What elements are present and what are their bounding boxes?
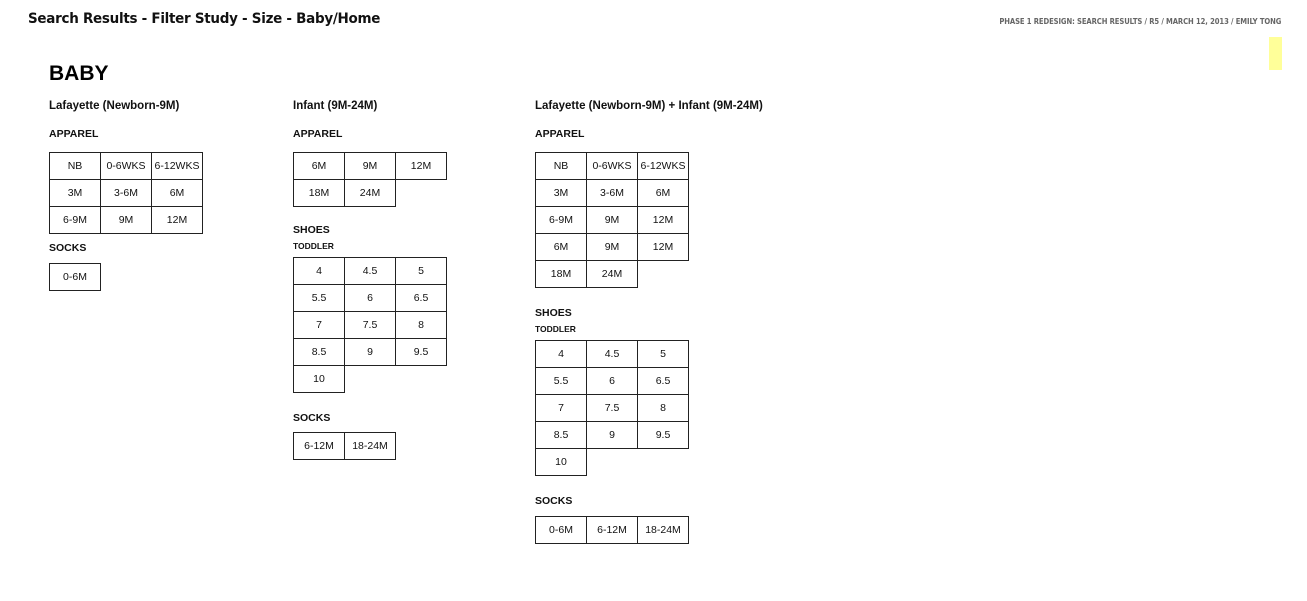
size-grid-socks [49, 263, 101, 291]
size-option[interactable]: 5 [637, 340, 689, 368]
size-option[interactable]: 18M [535, 260, 587, 288]
column-title: Lafayette (Newborn-9M) [49, 100, 180, 112]
size-option[interactable]: 12M [637, 206, 689, 234]
size-option[interactable]: 18-24M [344, 432, 396, 460]
size-grid-shoes [535, 340, 689, 476]
size-option[interactable]: 6-12WKS [151, 152, 203, 180]
group-sublabel-toddler: TODDLER [293, 241, 334, 251]
document-meta: PHASE 1 REDESIGN: SEARCH RESULTS / R5 / MARCH 12, 2013 / EMILY TONG [999, 17, 1281, 26]
size-option[interactable]: 8.5 [293, 338, 345, 366]
size-option[interactable]: 6 [344, 284, 396, 312]
size-option[interactable]: 6M [637, 179, 689, 207]
size-option[interactable]: 0-6WKS [586, 152, 638, 180]
size-grid-apparel [293, 152, 447, 207]
size-option[interactable]: 9M [586, 233, 638, 261]
column-combined [535, 99, 763, 544]
group-label-apparel: APPAREL [49, 128, 99, 140]
column-title: Lafayette (Newborn-9M) + Infant (9M-24M) [535, 100, 763, 112]
size-option[interactable]: 0-6M [49, 263, 101, 291]
document-title: Search Results - Filter Study - Size - Baby/Home [28, 11, 381, 27]
size-option[interactable]: 4 [293, 257, 345, 285]
size-option[interactable]: 12M [151, 206, 203, 234]
size-grid-apparel [49, 152, 203, 234]
size-option[interactable]: 8 [395, 311, 447, 339]
group-sublabel-toddler: TODDLER [535, 324, 576, 334]
size-option[interactable]: 9M [344, 152, 396, 180]
size-option[interactable]: 24M [586, 260, 638, 288]
section-title: BABY [49, 62, 109, 85]
size-option[interactable]: 6.5 [637, 367, 689, 395]
size-option[interactable]: 24M [344, 179, 396, 207]
size-option[interactable]: 10 [535, 448, 587, 476]
size-option[interactable]: 7 [293, 311, 345, 339]
group-label-apparel: APPAREL [293, 128, 343, 140]
size-option[interactable]: 9.5 [395, 338, 447, 366]
size-grid-socks [293, 432, 447, 460]
column-title: Infant (9M-24M) [293, 100, 378, 112]
size-option[interactable]: 3-6M [100, 179, 152, 207]
size-option[interactable]: 7.5 [344, 311, 396, 339]
column-lafayette [49, 99, 203, 291]
size-option[interactable]: 6-9M [535, 206, 587, 234]
size-option[interactable]: 9 [586, 421, 638, 449]
group-label-shoes: SHOES [293, 224, 330, 236]
size-grid-shoes [293, 257, 447, 393]
size-option[interactable]: 0-6M [535, 516, 587, 544]
sticky-note-marker [1269, 37, 1282, 70]
size-option[interactable]: 6M [535, 233, 587, 261]
size-option[interactable]: 7.5 [586, 394, 638, 422]
size-option[interactable]: 6.5 [395, 284, 447, 312]
size-option[interactable]: 4.5 [344, 257, 396, 285]
size-option[interactable]: 6-12M [293, 432, 345, 460]
size-option[interactable]: 4 [535, 340, 587, 368]
size-option[interactable]: 6-9M [49, 206, 101, 234]
size-option[interactable]: 6M [293, 152, 345, 180]
size-option[interactable]: 8 [637, 394, 689, 422]
size-option[interactable]: 9 [344, 338, 396, 366]
size-option[interactable]: 12M [637, 233, 689, 261]
size-option[interactable]: 9M [100, 206, 152, 234]
size-option[interactable]: 3M [535, 179, 587, 207]
size-option[interactable]: 8.5 [535, 421, 587, 449]
size-option[interactable]: 18-24M [637, 516, 689, 544]
group-label-socks: SOCKS [535, 495, 573, 507]
size-option[interactable]: NB [535, 152, 587, 180]
size-option[interactable]: 3-6M [586, 179, 638, 207]
size-option[interactable]: 6M [151, 179, 203, 207]
size-option[interactable]: 6-12WKS [637, 152, 689, 180]
size-option[interactable]: 4.5 [586, 340, 638, 368]
size-option[interactable]: NB [49, 152, 101, 180]
size-option[interactable]: 5.5 [535, 367, 587, 395]
size-option[interactable]: 0-6WKS [100, 152, 152, 180]
size-option[interactable]: 10 [293, 365, 345, 393]
column-infant [293, 99, 447, 460]
size-option[interactable]: 7 [535, 394, 587, 422]
size-option[interactable]: 9.5 [637, 421, 689, 449]
group-label-shoes: SHOES [535, 307, 572, 319]
group-label-socks: SOCKS [49, 242, 87, 254]
size-option[interactable]: 5.5 [293, 284, 345, 312]
group-label-apparel: APPAREL [535, 128, 585, 140]
size-option[interactable]: 3M [49, 179, 101, 207]
size-grid-socks [535, 516, 689, 544]
size-option[interactable]: 9M [586, 206, 638, 234]
group-label-socks: SOCKS [293, 412, 331, 424]
size-option[interactable]: 12M [395, 152, 447, 180]
size-option[interactable]: 6 [586, 367, 638, 395]
size-grid-apparel [535, 152, 689, 288]
size-option[interactable]: 18M [293, 179, 345, 207]
size-option[interactable]: 5 [395, 257, 447, 285]
size-option[interactable]: 6-12M [586, 516, 638, 544]
